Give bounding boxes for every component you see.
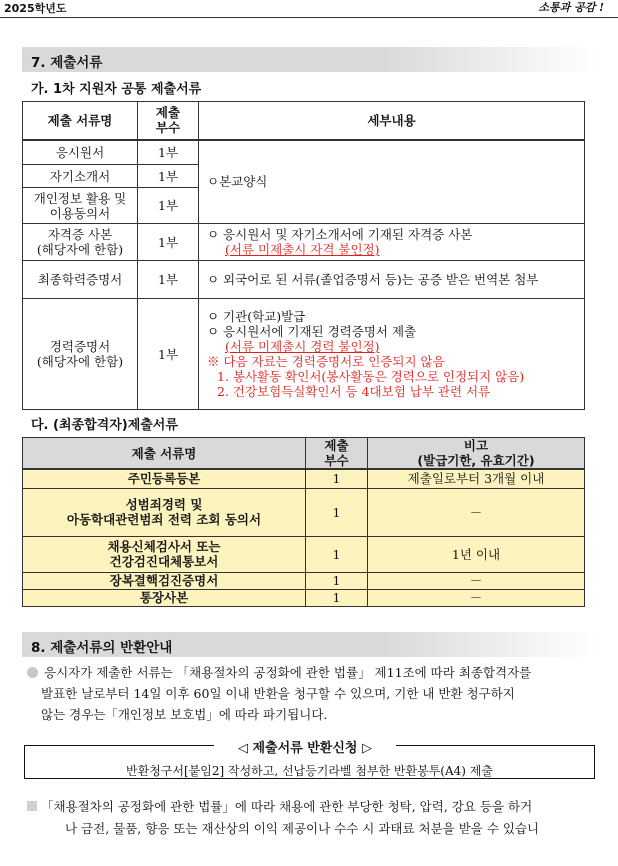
doc-note: － — [368, 488, 585, 536]
doc-count: 1 — [306, 469, 368, 488]
doc-count: 1부 — [138, 165, 199, 188]
doc-name: 자격증 사본 (해당자에 한함) — [23, 224, 138, 261]
table-header-doc-name: 제출 서류명 — [23, 102, 138, 140]
warning-text: ※ 다음 자료는 경력증명서로 인증되지 않음 — [207, 354, 445, 369]
subsection-c-title: 다. (최종합격자)제출서류 — [31, 418, 178, 433]
subsection-a-title: 가. 1차 지원자 공통 제출서류 — [31, 82, 202, 97]
doc-name: 주민등록등본 — [23, 469, 306, 488]
doc-name: 통장사본 — [23, 589, 306, 606]
doc-count: 1부 — [138, 299, 199, 410]
warning-text: 2. 건강보험득실확인서 등 4대보험 납부 관련 서류 — [217, 384, 491, 399]
doc-name: 개인정보 활용 및 이용동의서 — [23, 188, 138, 224]
doc-name: 장복결핵검진증명서 — [23, 572, 306, 589]
table-row — [23, 572, 585, 589]
table-row — [23, 299, 585, 410]
table-header-detail: 세부내용 — [199, 102, 585, 140]
doc-detail: ㅇ 외국어로 된 서류(졸업증명서 등)는 공증 받은 번역본 첨부 — [199, 261, 585, 299]
legal-notice-paragraph: 「채용절차의 공정화에 관한 법률」에 따라 채용에 관한 부당한 청탁, 압력, 강요 등을 하거 나 금전, 물품, 향응 또는 재산상의 이익 제공이나 수수 시 과태료 처분을 받을 수 있습니 — [27, 796, 539, 840]
doc-count: 1부 — [138, 261, 199, 299]
doc-name: 경력증명서 (해당자에 한함) — [23, 299, 138, 410]
table-row — [23, 261, 585, 299]
doc-count: 1부 — [138, 188, 199, 224]
table-header-note: 비고 (발급기한, 유효기간) — [368, 438, 585, 470]
table-row — [23, 488, 585, 536]
bullet-icon — [27, 667, 38, 678]
box-divider — [24, 745, 214, 746]
section-8-heading — [22, 632, 597, 657]
warning-text: 1. 봉사활동 확인서(봉사활동은 경력으로 인정되지 않음) — [217, 369, 525, 384]
doc-detail: ㅇ 응시원서 및 자기소개서에 기재된 자격증 사본 (서류 미제출시 자격 불인정) — [199, 224, 585, 261]
page-header — [0, 0, 618, 18]
doc-note: 제출일로부터 3개월 이내 — [368, 469, 585, 488]
header-divider — [0, 17, 618, 18]
doc-note: － — [368, 589, 585, 606]
table-header-count: 제출 부수 — [138, 102, 199, 140]
table-row — [23, 536, 585, 572]
warning-text: (서류 미제출시 경력 불인정) — [225, 339, 380, 354]
doc-note: － — [368, 572, 585, 589]
final-documents-table — [22, 437, 585, 607]
warning-text: (서류 미제출시 자격 불인정) — [225, 242, 380, 257]
doc-name: 자기소개서 — [23, 165, 138, 188]
table-row — [23, 469, 585, 488]
doc-detail: ㅇ 기관(학교)발급 ㅇ 응시원서에 기재된 경력증명서 제출 (서류 미제출시 경력 불인정) ※ 다음 자료는 경력증명서로 인증되지 않음 1. 봉사활동 확인서(봉사활동은 경력으로 인정되지 않음) 2. 건강보험득실확인서 등 4대보험 납부 관련 서류 — [199, 299, 585, 410]
year-label: 2025학년도 — [4, 2, 67, 15]
doc-count: 1 — [306, 572, 368, 589]
return-notice-paragraph: 응시자가 제출한 서류는 「채용절차의 공정화에 관한 법률」 제11조에 따라 최종합격자를 발표한 날로부터 14일 이후 60일 이내 반환을 청구할 수 있으며, 기한 내 반환 청구하지 않는 경우는「개인정보 보호법」에 따라 파기됩니다. — [27, 662, 531, 725]
doc-name: 채용신체검사서 또는 건강검진대체통보서 — [23, 536, 306, 572]
section-7-title: 7. 제출서류 — [31, 55, 103, 71]
slogan-label: 소통과 공감 ! — [538, 1, 604, 14]
doc-count: 1 — [306, 488, 368, 536]
doc-name: 응시원서 — [23, 140, 138, 165]
table-row — [23, 140, 585, 165]
doc-count: 1 — [306, 536, 368, 572]
doc-note: 1년 이내 — [368, 536, 585, 572]
return-request-title: ◁ 제출서류 반환신청 ▷ — [237, 741, 373, 756]
table-row — [23, 589, 585, 606]
doc-count: 1부 — [138, 224, 199, 261]
doc-name: 최종학력증명서 — [23, 261, 138, 299]
common-documents-table — [22, 101, 585, 410]
bullet-icon — [27, 801, 37, 811]
doc-count: 1 — [306, 589, 368, 606]
table-header-count: 제출 부수 — [306, 438, 368, 470]
return-request-text: 반환청구서[붙임2] 작성하고, 선납등기라벨 첨부한 반환봉투(A4) 제출 — [126, 764, 493, 778]
table-header-doc-name: 제출 서류명 — [23, 438, 306, 470]
box-divider — [396, 745, 595, 746]
section-8-title: 8. 제출서류의 반환안내 — [31, 640, 173, 656]
doc-count: 1부 — [138, 140, 199, 165]
table-row — [23, 224, 585, 261]
doc-name: 성범죄경력 및 아동학대관련범죄 전력 조회 동의서 — [23, 488, 306, 536]
section-7-heading — [22, 47, 597, 72]
doc-detail: ㅇ본교양식 — [199, 140, 585, 224]
